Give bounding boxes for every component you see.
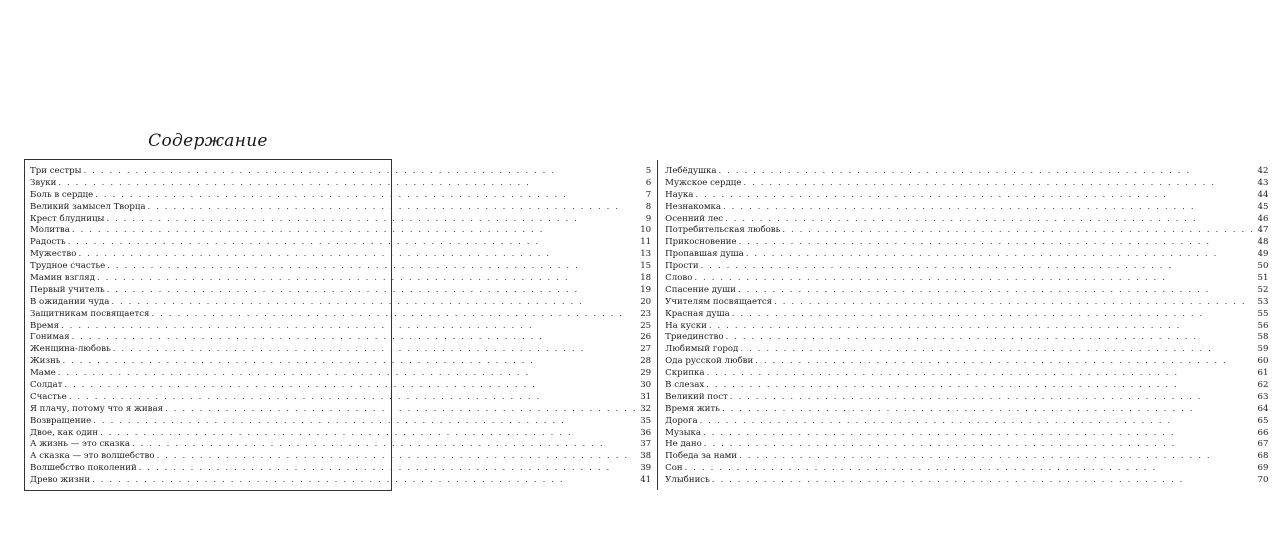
toc-entry — [30, 237, 651, 249]
toc-entry-page: 26 — [640, 332, 652, 343]
toc-entry-title: Крест блудницы — [30, 213, 105, 224]
toc-entry-page: 53 — [1257, 296, 1269, 307]
toc-left-column — [25, 160, 658, 490]
toc-entry-title: Слово — [665, 273, 693, 284]
toc-entry-title: Триединство — [665, 332, 724, 343]
toc-entry-page: 36 — [640, 427, 652, 438]
toc-leader-dots — [147, 202, 637, 214]
toc-entry — [30, 463, 651, 475]
toc-entry-page: 31 — [640, 391, 652, 402]
toc-entry-title: Гонимая — [30, 332, 70, 343]
toc-entry-page: 66 — [1257, 427, 1269, 438]
toc-entry-page: 43 — [1257, 177, 1269, 188]
toc-leader-dots — [72, 225, 637, 237]
toc-leader-dots — [738, 285, 1255, 297]
toc-entry-title: Древо жизни — [30, 475, 91, 486]
toc-entry-page: 59 — [1257, 344, 1269, 355]
toc-entry-title: А жизнь — это сказка — [30, 439, 130, 450]
toc-entry-title: Первый учитель — [30, 284, 105, 295]
toc-entry — [665, 356, 1268, 368]
toc-leader-dots — [726, 332, 1255, 344]
toc-leader-dots — [774, 297, 1254, 309]
toc-entry-title: Дорога — [665, 415, 698, 426]
toc-entry — [665, 392, 1268, 404]
toc-entry — [665, 428, 1268, 440]
toc-leader-dots — [132, 439, 637, 451]
toc-entry — [665, 404, 1268, 416]
toc-entry — [665, 332, 1268, 344]
toc-entry-page: 45 — [1257, 201, 1269, 212]
toc-leader-dots — [739, 451, 1254, 463]
toc-entry — [665, 273, 1268, 285]
toc-entry-title: Победа за нами — [665, 451, 738, 462]
toc-entry-page: 25 — [640, 320, 652, 331]
toc-entry-title: Трудное счастье — [30, 261, 106, 272]
toc-leader-dots — [165, 404, 637, 416]
toc-entry — [665, 285, 1268, 297]
toc-entry-page: 8 — [645, 201, 652, 212]
toc-leader-dots — [95, 190, 637, 202]
toc-entry-title: Сон — [665, 463, 683, 474]
toc-entry-page: 47 — [1257, 225, 1269, 236]
toc-entry-title: Двое, как один — [30, 427, 99, 438]
toc-leader-dots — [746, 249, 1255, 261]
toc-entry-title: Наука — [665, 189, 694, 200]
toc-entry-title: Я плачу, потому что я живая — [30, 403, 163, 414]
toc-entry-title: Защитникам посвящается — [30, 308, 150, 319]
toc-entry — [665, 416, 1268, 428]
toc-entry — [30, 321, 651, 333]
toc-leader-dots — [694, 273, 1254, 285]
toc-entry-title: Волшебство поколений — [30, 463, 137, 474]
toc-entry-page: 61 — [1257, 368, 1269, 379]
toc-entry-page: 55 — [1257, 308, 1269, 319]
toc-entry — [665, 214, 1268, 226]
toc-entry — [665, 166, 1268, 178]
toc-entry-page: 62 — [1257, 380, 1269, 391]
toc-entry-title: Женщина-любовь — [30, 344, 111, 355]
toc-leader-dots — [707, 368, 1255, 380]
toc-leader-dots — [730, 392, 1255, 404]
toc-entry-title: Маме — [30, 368, 56, 379]
toc-entry-title: Великий замысел Творца — [30, 201, 146, 212]
toc-entry-title: Возвращение — [30, 415, 92, 426]
toc-entry-page: 58 — [1257, 332, 1269, 343]
toc-entry — [30, 475, 651, 487]
toc-entry-page: 65 — [1257, 415, 1269, 426]
toc-entry-title: Ода русской любви — [665, 356, 754, 367]
toc-leader-dots — [157, 451, 638, 463]
toc-leader-dots — [704, 439, 1255, 451]
toc-entry — [665, 237, 1268, 249]
toc-leader-dots — [743, 178, 1254, 190]
toc-entry-title: Спасение души — [665, 284, 736, 295]
toc-entry — [665, 344, 1268, 356]
toc-entry — [30, 225, 651, 237]
toc-entry-title: Три сестры — [30, 166, 82, 176]
toc-entry-title: Время жить — [665, 403, 720, 414]
toc-entry — [30, 368, 651, 380]
toc-entry-page: 41 — [640, 475, 652, 486]
toc-leader-dots — [72, 332, 638, 344]
table-of-contents — [24, 159, 1269, 491]
toc-entry-title: Незнакомка — [665, 201, 721, 212]
toc-right-column — [658, 160, 1274, 490]
toc-entry-page: 13 — [640, 249, 652, 260]
toc-entry-page: 27 — [640, 344, 652, 355]
toc-entry — [665, 225, 1268, 237]
toc-entry-page: 64 — [1257, 403, 1269, 414]
toc-entry-page: 51 — [1257, 273, 1269, 284]
toc-leader-dots — [84, 166, 638, 178]
toc-entry — [30, 451, 651, 463]
toc-entry-page: 11 — [640, 237, 652, 248]
toc-entry — [665, 321, 1268, 333]
toc-entry — [665, 309, 1268, 321]
toc-entry-page: 70 — [1257, 475, 1269, 486]
toc-entry-page: 19 — [640, 284, 652, 295]
toc-leader-dots — [740, 344, 1254, 356]
toc-entry-title: Пропавшая душа — [665, 249, 744, 260]
toc-entry — [665, 439, 1268, 451]
toc-leader-dots — [719, 166, 1255, 178]
toc-entry — [30, 356, 651, 368]
toc-entry — [30, 439, 651, 451]
toc-entry — [665, 368, 1268, 380]
toc-entry-page: 10 — [640, 225, 652, 236]
toc-entry-page: 46 — [1257, 213, 1269, 224]
toc-entry — [665, 380, 1268, 392]
toc-leader-dots — [709, 321, 1255, 333]
toc-entry — [665, 463, 1268, 475]
toc-entry — [30, 178, 651, 190]
toc-leader-dots — [64, 380, 637, 392]
toc-entry-title: Время — [30, 320, 60, 331]
toc-entry-title: Не дано — [665, 439, 702, 450]
toc-entry — [30, 297, 651, 309]
toc-entry-title: Мамин взгляд — [30, 273, 95, 284]
toc-entry-page: 5 — [645, 166, 652, 176]
toc-leader-dots — [755, 356, 1254, 368]
toc-leader-dots — [732, 309, 1255, 321]
toc-leader-dots — [722, 404, 1255, 416]
toc-entry-title: В ожидании чуда — [30, 296, 110, 307]
toc-entry-page: 30 — [640, 380, 652, 391]
toc-leader-dots — [712, 475, 1255, 487]
toc-entry-page: 15 — [640, 261, 652, 272]
page-title: Содержание — [148, 131, 268, 151]
toc-entry-page: 18 — [640, 273, 652, 284]
toc-entry-title: Солдат — [30, 380, 63, 391]
toc-leader-dots — [739, 237, 1255, 249]
toc-leader-dots — [68, 237, 638, 249]
toc-entry-page: 48 — [1257, 237, 1269, 248]
toc-entry-page: 67 — [1257, 439, 1269, 450]
toc-entry-title: Любимый город — [665, 344, 739, 355]
toc-entry-page: 42 — [1257, 166, 1269, 176]
toc-entry-title: Музыка — [665, 427, 702, 438]
toc-entry — [30, 428, 651, 440]
toc-entry-page: 6 — [645, 177, 652, 188]
toc-leader-dots — [92, 475, 637, 487]
toc-leader-dots — [151, 309, 637, 321]
toc-entry-page: 37 — [640, 439, 652, 450]
toc-entry — [30, 332, 651, 344]
toc-entry-page: 29 — [640, 368, 652, 379]
toc-entry-title: Мужество — [30, 249, 77, 260]
toc-entry-page: 20 — [640, 296, 652, 307]
toc-leader-dots — [111, 297, 637, 309]
toc-entry — [30, 190, 651, 202]
toc-entry — [30, 380, 651, 392]
toc-entry-page: 60 — [1257, 356, 1269, 367]
toc-entry — [665, 261, 1268, 273]
toc-leader-dots — [113, 344, 637, 356]
toc-entry-page: 52 — [1257, 284, 1269, 295]
toc-entry — [30, 285, 651, 297]
toc-entry — [30, 404, 651, 416]
toc-leader-dots — [703, 428, 1254, 440]
toc-entry-title: Жизнь — [30, 356, 61, 367]
toc-leader-dots — [61, 321, 637, 333]
toc-entry-page: 50 — [1257, 261, 1269, 272]
toc-entry-page: 23 — [640, 308, 652, 319]
toc-leader-dots — [69, 392, 637, 404]
toc-entry-page: 7 — [645, 189, 652, 200]
toc-entry — [30, 166, 651, 178]
toc-entry-title: Красная душа — [665, 308, 730, 319]
toc-entry — [30, 392, 651, 404]
toc-entry — [30, 202, 651, 214]
toc-entry-page: 28 — [640, 356, 652, 367]
toc-entry — [30, 214, 651, 226]
toc-entry-page: 68 — [1257, 451, 1269, 462]
toc-entry-title: Счастье — [30, 391, 67, 402]
toc-entry-title: В слезах — [665, 380, 705, 391]
toc-entry-title: Скрипка — [665, 368, 705, 379]
toc-leader-dots — [685, 463, 1255, 475]
toc-entry-title: Улыбнись — [665, 475, 710, 486]
toc-entry-page: 38 — [640, 451, 652, 462]
toc-leader-dots — [701, 261, 1255, 273]
toc-entry — [30, 344, 651, 356]
toc-entry-page: 69 — [1257, 463, 1269, 474]
toc-entry-title: Мужское сердце — [665, 177, 742, 188]
toc-leader-dots — [700, 416, 1255, 428]
toc-entry — [665, 475, 1268, 487]
toc-entry-title: Звуки — [30, 177, 57, 188]
toc-entry-page: 56 — [1257, 320, 1269, 331]
toc-entry-page: 49 — [1257, 249, 1269, 260]
toc-entry-title: На куски — [665, 320, 707, 331]
toc-leader-dots — [106, 214, 637, 226]
toc-leader-dots — [93, 416, 637, 428]
toc-entry — [30, 273, 651, 285]
toc-entry — [30, 261, 651, 273]
toc-entry-title: Молитва — [30, 225, 70, 236]
toc-leader-dots — [723, 202, 1254, 214]
toc-entry-page: 63 — [1257, 391, 1269, 402]
toc-entry-title: Боль в сердце — [30, 189, 94, 200]
toc-entry — [665, 202, 1268, 214]
toc-leader-dots — [107, 285, 637, 297]
toc-leader-dots — [58, 368, 637, 380]
toc-entry-title: Потребительская любовь — [665, 225, 781, 236]
toc-entry — [30, 416, 651, 428]
toc-entry-page: 39 — [640, 463, 652, 474]
toc-entry-title: Великий пост — [665, 391, 728, 402]
toc-leader-dots — [706, 380, 1254, 392]
toc-entry-title: Учителям посвящается — [665, 296, 773, 307]
toc-leader-dots — [107, 261, 637, 273]
toc-leader-dots — [725, 214, 1254, 226]
toc-entry-title: Осенний лес — [665, 213, 724, 224]
toc-entry — [665, 297, 1268, 309]
toc-entry-title: Прости — [665, 261, 699, 272]
toc-entry-page: 44 — [1257, 189, 1269, 200]
toc-leader-dots — [62, 356, 637, 368]
toc-leader-dots — [139, 463, 637, 475]
toc-entry — [665, 178, 1268, 190]
toc-leader-dots — [695, 190, 1254, 202]
toc-entry-page: 35 — [640, 415, 652, 426]
toc-leader-dots — [100, 428, 637, 440]
toc-leader-dots — [58, 178, 637, 190]
toc-entry-page: 32 — [640, 403, 652, 414]
toc-entry-title: Лебёдушка — [665, 166, 717, 176]
toc-entry-title: Прикосновение — [665, 237, 737, 248]
toc-entry — [665, 451, 1268, 463]
toc-leader-dots — [78, 249, 637, 261]
toc-entry-title: А сказка — это волшебство — [30, 451, 155, 462]
toc-entry — [665, 249, 1268, 261]
toc-leader-dots — [782, 225, 1254, 237]
toc-entry — [665, 190, 1268, 202]
toc-entry-title: Радость — [30, 237, 66, 248]
toc-entry-page: 9 — [645, 213, 652, 224]
toc-entry — [30, 309, 651, 321]
toc-entry — [30, 249, 651, 261]
toc-leader-dots — [97, 273, 637, 285]
